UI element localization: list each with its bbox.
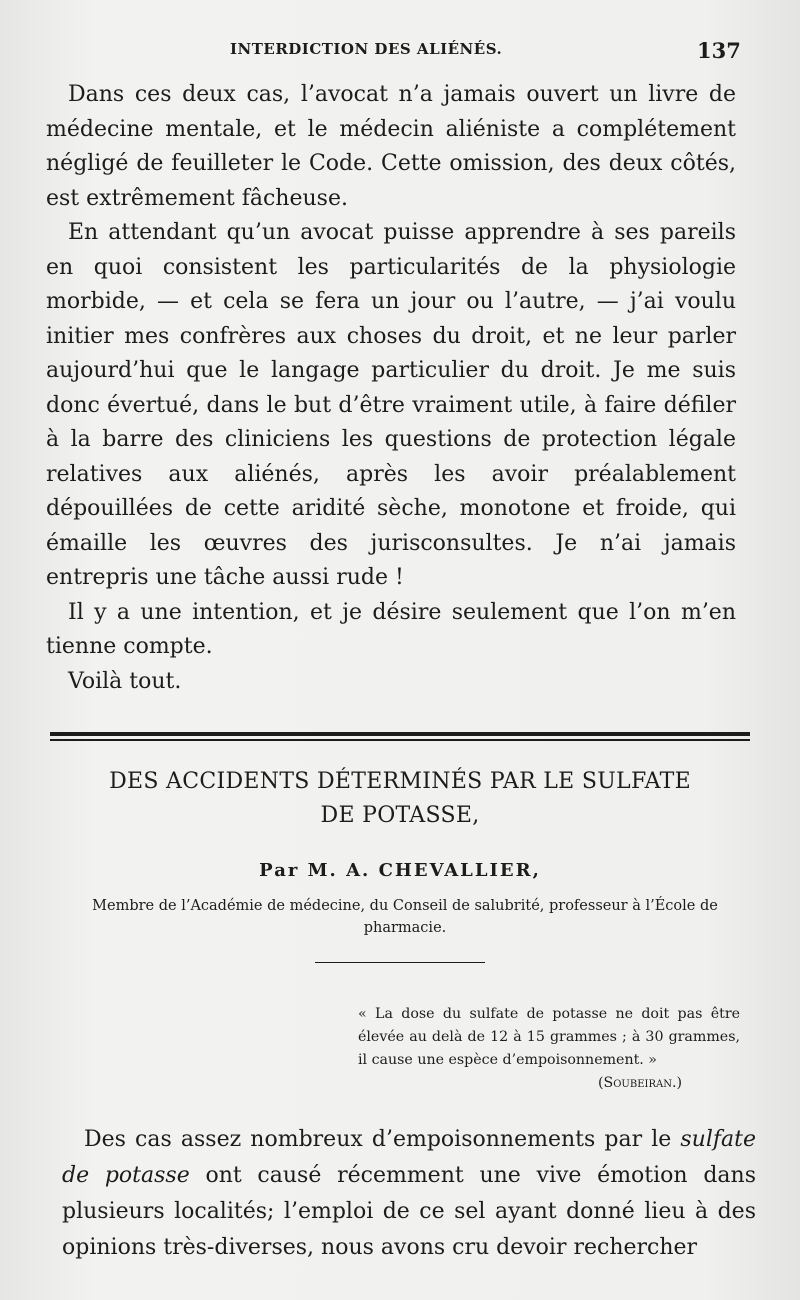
italic-term: sulfate de potasse [62,1127,756,1188]
epigraph [358,1003,740,1095]
text-run: ont causé récemment une vive émotion dans plusieurs localités; l’emploi de ce sel ayant donné lieu à des opinions très-diverses, nous avons cru devoir rechercher [62,1163,756,1260]
epigraph-source: (Soubeiran.) [597,1075,682,1091]
paragraph: En attendant qu’un avocat puisse apprendre à ses pareils en quoi consistent les particularités de la physiologie morbide, — et cela se fera un jour ou l’autre, — j’ai voulu initier mes confrères aux choses du droit, et ne leur parler aujourd’hui que le langage particulier du droit. Je me suis donc évertué, dans le but d’être vraiment utile, à faire défiler à la barre des cliniciens les questions de protection légale relatives aux aliénés, après les avoir préalablement dépouillées de cette aridité sèche, monotone et froide, qui émaille les œuvres des jurisconsultes. Je n’ai jamais entrepris une tâche aussi rude ! [46,220,736,590]
section-divider [50,732,750,741]
article-title [50,765,750,833]
article-title-line: DES ACCIDENTS DÉTERMINÉS PAR LE SULFATE [109,769,691,794]
text-run: Des cas assez nombreux d’empoisonnements par le [84,1127,681,1152]
paragraph: Il y a une intention, et je désire seulement que l’on m’en tienne compte. [46,599,736,659]
article-title-line: DE POTASSE, [320,803,480,828]
section-body [46,78,736,699]
title-rule [315,962,485,963]
paragraph: Dans ces deux cas, l’avocat n’a jamais ouvert un livre de médecine mentale, et le médecin aliéniste a complétement négligé de feuilleter le Code. Cette omission, des deux côtés, est extrêmement fâcheuse. [46,82,736,211]
page-number: 137 [697,38,741,63]
paragraph [62,1122,756,1266]
paragraph: Voilà tout. [68,668,182,694]
article-author: Par M. A. CHEVALLIER, [259,860,541,881]
author-affiliation: Membre de l’Académie de médecine, du Conseil de salubrité, professeur à l’École de pharmacie. [92,898,718,936]
running-head: INTERDICTION DES ALIÉNÉS. [230,40,503,58]
article-body [62,1122,756,1266]
epigraph-quote: « La dose du sulfate de potasse ne doit pas être élevée au delà de 12 à 15 grammes ; à 30 grammes, il cause une espèce d’empoisonnement. » [358,1006,740,1068]
